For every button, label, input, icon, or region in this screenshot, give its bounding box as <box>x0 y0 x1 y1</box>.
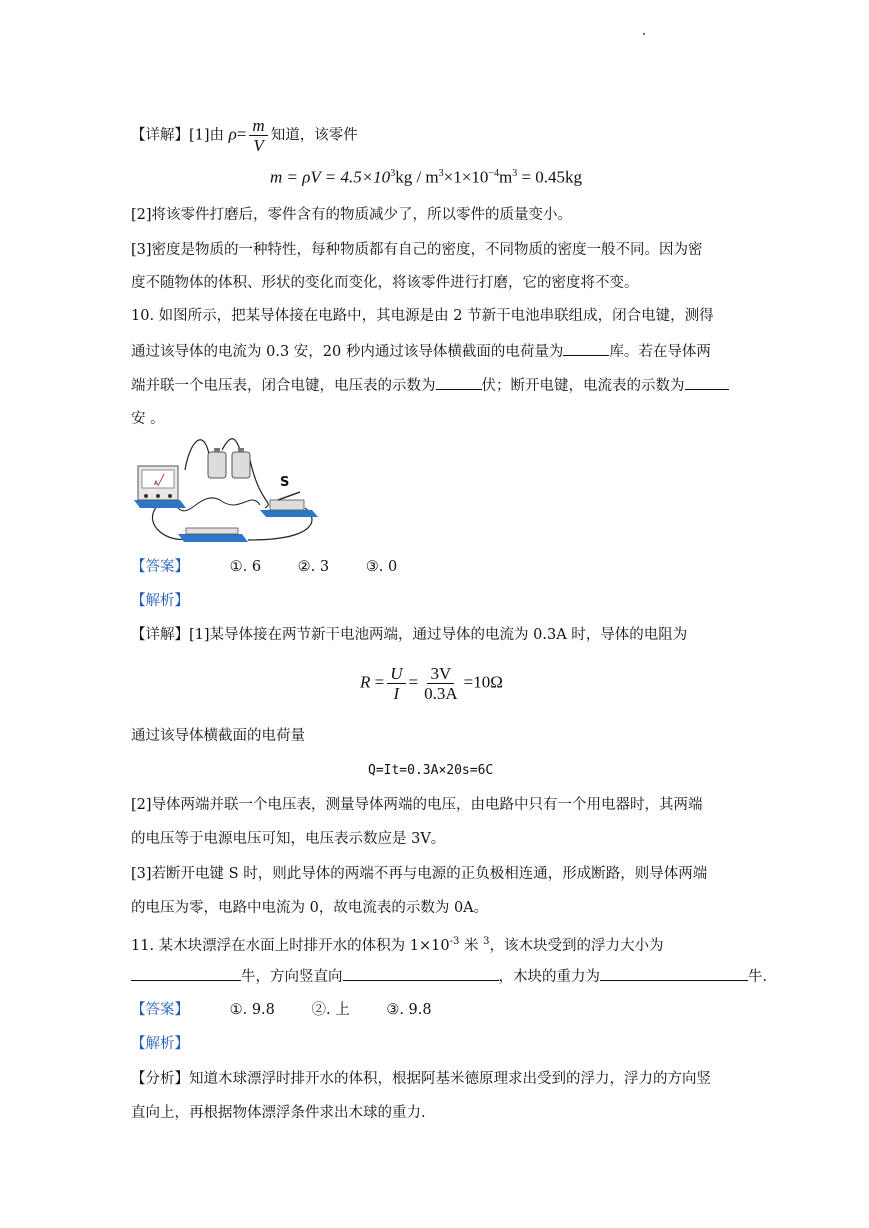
circuit-figure <box>130 430 330 552</box>
q10-line3: 端并联一个电压表，闭合电键，电压表的示数为 伏；断开电键，电流表的示数为 <box>131 375 729 396</box>
blank-5 <box>343 966 499 981</box>
conductor-rod <box>186 528 238 534</box>
wire-battery-switch <box>250 460 268 508</box>
charge-intro: 通过该导体横截面的电荷量 <box>131 728 305 744</box>
q11-line2: 牛，方向竖直向 ，木块的重力为 牛. <box>131 966 767 987</box>
q10-detail3a: [3]若断开电键 S 时，则此导体的两端不再与电源的正负极相连通，形成断路，则导体两端 <box>131 866 708 882</box>
blank-4 <box>131 966 241 981</box>
q10-answer-line: 【答案】 ①. 6 ②. 3 ③. 0 <box>131 559 398 575</box>
q11-line1: 11. 某木块漂浮在水面上时排开水的体积为 $1\times 10^{-3}$ 米 $^3$，该木块受到的浮力大小为 <box>131 936 664 954</box>
blank-2 <box>436 375 482 390</box>
switch-body <box>270 500 304 510</box>
q9-line3: [3]密度是物质的一种特性，每种物质都有自己的密度，不同物质的密度一般不同。因为密 <box>131 242 703 258</box>
wire-meter-battery <box>185 440 210 470</box>
charge-formula: Q=It=0.3A×20s=6C <box>368 763 494 778</box>
q10-line1: 10. 如图所示，把某导体接在电路中，其电源是由 2 节新干电池串联组成，闭合电键，测得 <box>131 308 714 324</box>
switch-base <box>260 510 318 517</box>
q10-analysis-tag: 【解析】 <box>131 593 189 609</box>
q10-line2: 通过该导体的电流为 0.3 安，20 秒内通过该导体横截面的电荷量为 库。若在导体两 <box>131 341 711 362</box>
q10-detail2a: [2]导体两端并联一个电压表，测量导体两端的电压，由电路中只有一个用电器时，其两端 <box>131 797 703 813</box>
q11-analyze1: 【分析】知道木球漂浮时排开水的体积，根据阿基米德原理求出受到的浮力，浮力的方向竖 <box>131 1071 711 1087</box>
blank-1 <box>563 341 609 356</box>
q10-detail2b: 的电压等于电源电压可知，电压表示数应是 3V。 <box>131 831 446 847</box>
q10-detail3b: 的电压为零，电路中电流为 0，故电流表的示数为 0A。 <box>131 900 489 916</box>
battery-2 <box>232 452 250 478</box>
switch-label: S <box>280 475 290 490</box>
q11-answer-line: 【答案】 ①. 9.8 ②. 上 ③. 9.8 <box>131 1002 432 1018</box>
q9-line4: 度不随物体的体积、形状的变化而变化，将该零件进行打磨，它的密度将不变。 <box>131 275 639 291</box>
resistance-formula: R = $\frac{U}{I}$ = $\frac{3V}{0.3A}$ =10Ω <box>360 664 503 703</box>
q9-line2: [2]将该零件打磨后，零件含有的物质减少了，所以零件的质量变小。 <box>131 207 573 223</box>
q10-line4: 安 。 <box>131 411 165 427</box>
blank-6 <box>600 966 748 981</box>
wire-between-batteries <box>222 439 240 450</box>
density-fraction: $\frac{m}{V}$ <box>249 116 267 155</box>
ammeter-base <box>134 500 186 508</box>
mass-formula: $m = \rho V = 4.5\times 10^3kg / m^3\times 1\times 10^{-4}m^3 = 0.45kg$ <box>270 167 583 187</box>
conductor-base <box>178 534 248 542</box>
answer-tag: 【答案】 <box>131 1002 189 1018</box>
wire-middle <box>178 498 260 511</box>
battery-1 <box>208 452 226 478</box>
ammeter-label: A <box>154 480 159 487</box>
detail-tag: 【详解】 <box>131 127 189 144</box>
corner-dot <box>643 33 645 35</box>
answer-tag: 【答案】 <box>131 559 189 575</box>
q9-detail-line: 【详解】[1]由 ρ= $\frac{m}{V}$ 知道，该零件 <box>131 116 358 155</box>
q11-analysis-tag: 【解析】 <box>131 1036 189 1052</box>
q11-analyze2: 直向上，再根据物体漂浮条件求出木球的重力. <box>131 1105 426 1121</box>
blank-3 <box>685 375 729 390</box>
q10-detail1: 【详解】[1]某导体接在两节新干电池两端，通过导体的电流为 0.3A 时，导体的电阻为 <box>131 627 688 643</box>
switch-lever <box>278 492 300 500</box>
